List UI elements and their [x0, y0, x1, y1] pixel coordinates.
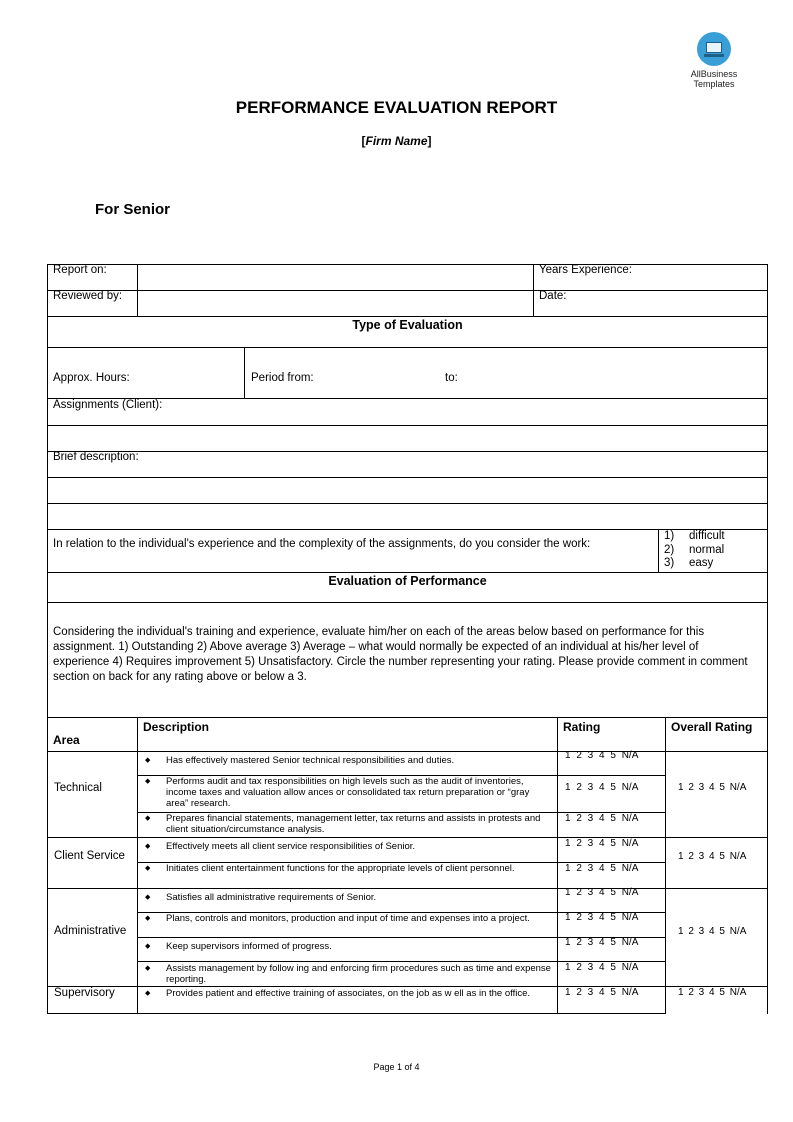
item-description: Satisfies all administrative requirements of Senior. [166, 892, 377, 903]
item-rating[interactable]: 1 2 3 4 5 N/A [565, 782, 639, 793]
brief-description-field-1[interactable] [48, 478, 767, 503]
period-from-label[interactable]: Period from: [251, 372, 314, 384]
item-description: Keep supervisors informed of progress. [166, 941, 332, 952]
col-overall-rating: Overall Rating [671, 720, 753, 734]
area-client-service: Client Service [54, 850, 125, 862]
area-technical: Technical [54, 782, 102, 794]
item-rating[interactable]: 1 2 3 4 5 N/A [565, 838, 639, 849]
overall-rating-administrative[interactable]: 1 2 3 4 5 N/A [678, 926, 747, 937]
option-number: 2) [664, 544, 675, 556]
logo-line-1: AllBusiness [690, 69, 738, 79]
item-description: Plans, controls and monitors, production and input of time and expenses into a project. [166, 913, 530, 924]
report-title: PERFORMANCE EVALUATION REPORT [235, 98, 558, 117]
overall-rating-supervisory[interactable]: 1 2 3 4 5 N/A [678, 987, 747, 998]
item-description: Has effectively mastered Senior technical responsibilities and duties. [166, 755, 455, 766]
evaluation-heading: Evaluation of Performance [328, 574, 487, 588]
item-rating[interactable]: 1 2 3 4 5 N/A [565, 813, 639, 824]
report-on-label: Report on: [53, 264, 107, 276]
overall-rating-client-service[interactable]: 1 2 3 4 5 N/A [678, 851, 747, 862]
area-administrative: Administrative [54, 925, 127, 937]
logo-line-2: Templates [693, 79, 735, 89]
report-on-field[interactable] [138, 265, 533, 290]
years-experience-label[interactable]: Years Experience: [539, 264, 632, 276]
relation-question: In relation to the individual's experience and the complexity of the assignments, do you consider the work: [53, 538, 591, 550]
item-description: Provides patient and effective training of associates, on the job as w ell as in the office. [166, 988, 531, 999]
item-description: Assists management by follow ing and enforcing firm procedures such as time and expense reporting. [166, 963, 551, 985]
item-rating[interactable]: 1 2 3 4 5 N/A [565, 987, 639, 998]
allbusiness-logo [686, 32, 742, 89]
option-easy[interactable]: easy [689, 557, 714, 569]
item-rating[interactable]: 1 2 3 4 5 N/A [565, 912, 639, 923]
assignments-field[interactable] [48, 426, 767, 451]
item-rating[interactable]: 1 2 3 4 5 N/A [565, 962, 639, 973]
brief-description-field-2[interactable] [48, 504, 767, 529]
option-number: 1) [664, 530, 675, 542]
item-rating[interactable]: 1 2 3 4 5 N/A [565, 887, 639, 898]
item-description: Performs audit and tax responsibilities on high levels such as the audit of inventories, income taxes and valuation allow ances or consolidated tax return preparation or “gray area” research. [166, 776, 530, 809]
period-to-label[interactable]: to: [445, 372, 458, 384]
page-number: Page 1 of 4 [373, 1062, 420, 1072]
option-difficult[interactable]: difficult [689, 530, 725, 542]
reviewed-by-label: Reviewed by: [53, 290, 123, 302]
reviewed-by-field[interactable] [138, 291, 533, 316]
evaluation-instructions: Considering the individual's training and experience, evaluate him/her on each of the areas below based on performance for this assignment. 1) Outstanding 2) Above average 3) Average – what would normally be expected of an individual at his/her level of experience 4) Requires improvement 5) Unsatisfactory. Circle the number representing your rating. Please provide comment in comment section on back for any rating above or below a 3. [53, 626, 748, 683]
date-label[interactable]: Date: [539, 290, 567, 302]
item-description: Effectively meets all client service responsibilities of Senior. [166, 841, 416, 852]
brief-description-label[interactable]: Brief description: [53, 451, 139, 463]
overall-rating-technical[interactable]: 1 2 3 4 5 N/A [678, 782, 747, 793]
item-rating[interactable]: 1 2 3 4 5 N/A [565, 863, 639, 874]
col-area: Area [53, 733, 80, 747]
area-supervisory: Supervisory [54, 987, 115, 999]
item-description: Initiates client entertainment functions for the appropriate levels of client personnel. [166, 863, 515, 874]
col-description: Description [143, 720, 210, 734]
item-rating[interactable]: 1 2 3 4 5 N/A [565, 937, 639, 948]
subtitle: For Senior [95, 201, 171, 218]
approx-hours-label[interactable]: Approx. Hours: [53, 372, 130, 384]
item-rating[interactable]: 1 2 3 4 5 N/A [565, 750, 639, 761]
firm-name-line: [Firm Name] [361, 134, 432, 148]
assignments-label[interactable]: Assignments (Client): [53, 399, 163, 411]
item-description: Prepares financial statements, management letter, tax returns and assists in protests and client situation/circumstance analysis. [166, 813, 541, 835]
option-normal[interactable]: normal [689, 544, 725, 556]
option-number: 3) [664, 557, 675, 569]
laptop-icon [697, 32, 731, 66]
firm-name: Firm Name [365, 134, 428, 148]
type-of-evaluation-heading: Type of Evaluation [352, 318, 463, 332]
col-rating: Rating [563, 720, 601, 734]
